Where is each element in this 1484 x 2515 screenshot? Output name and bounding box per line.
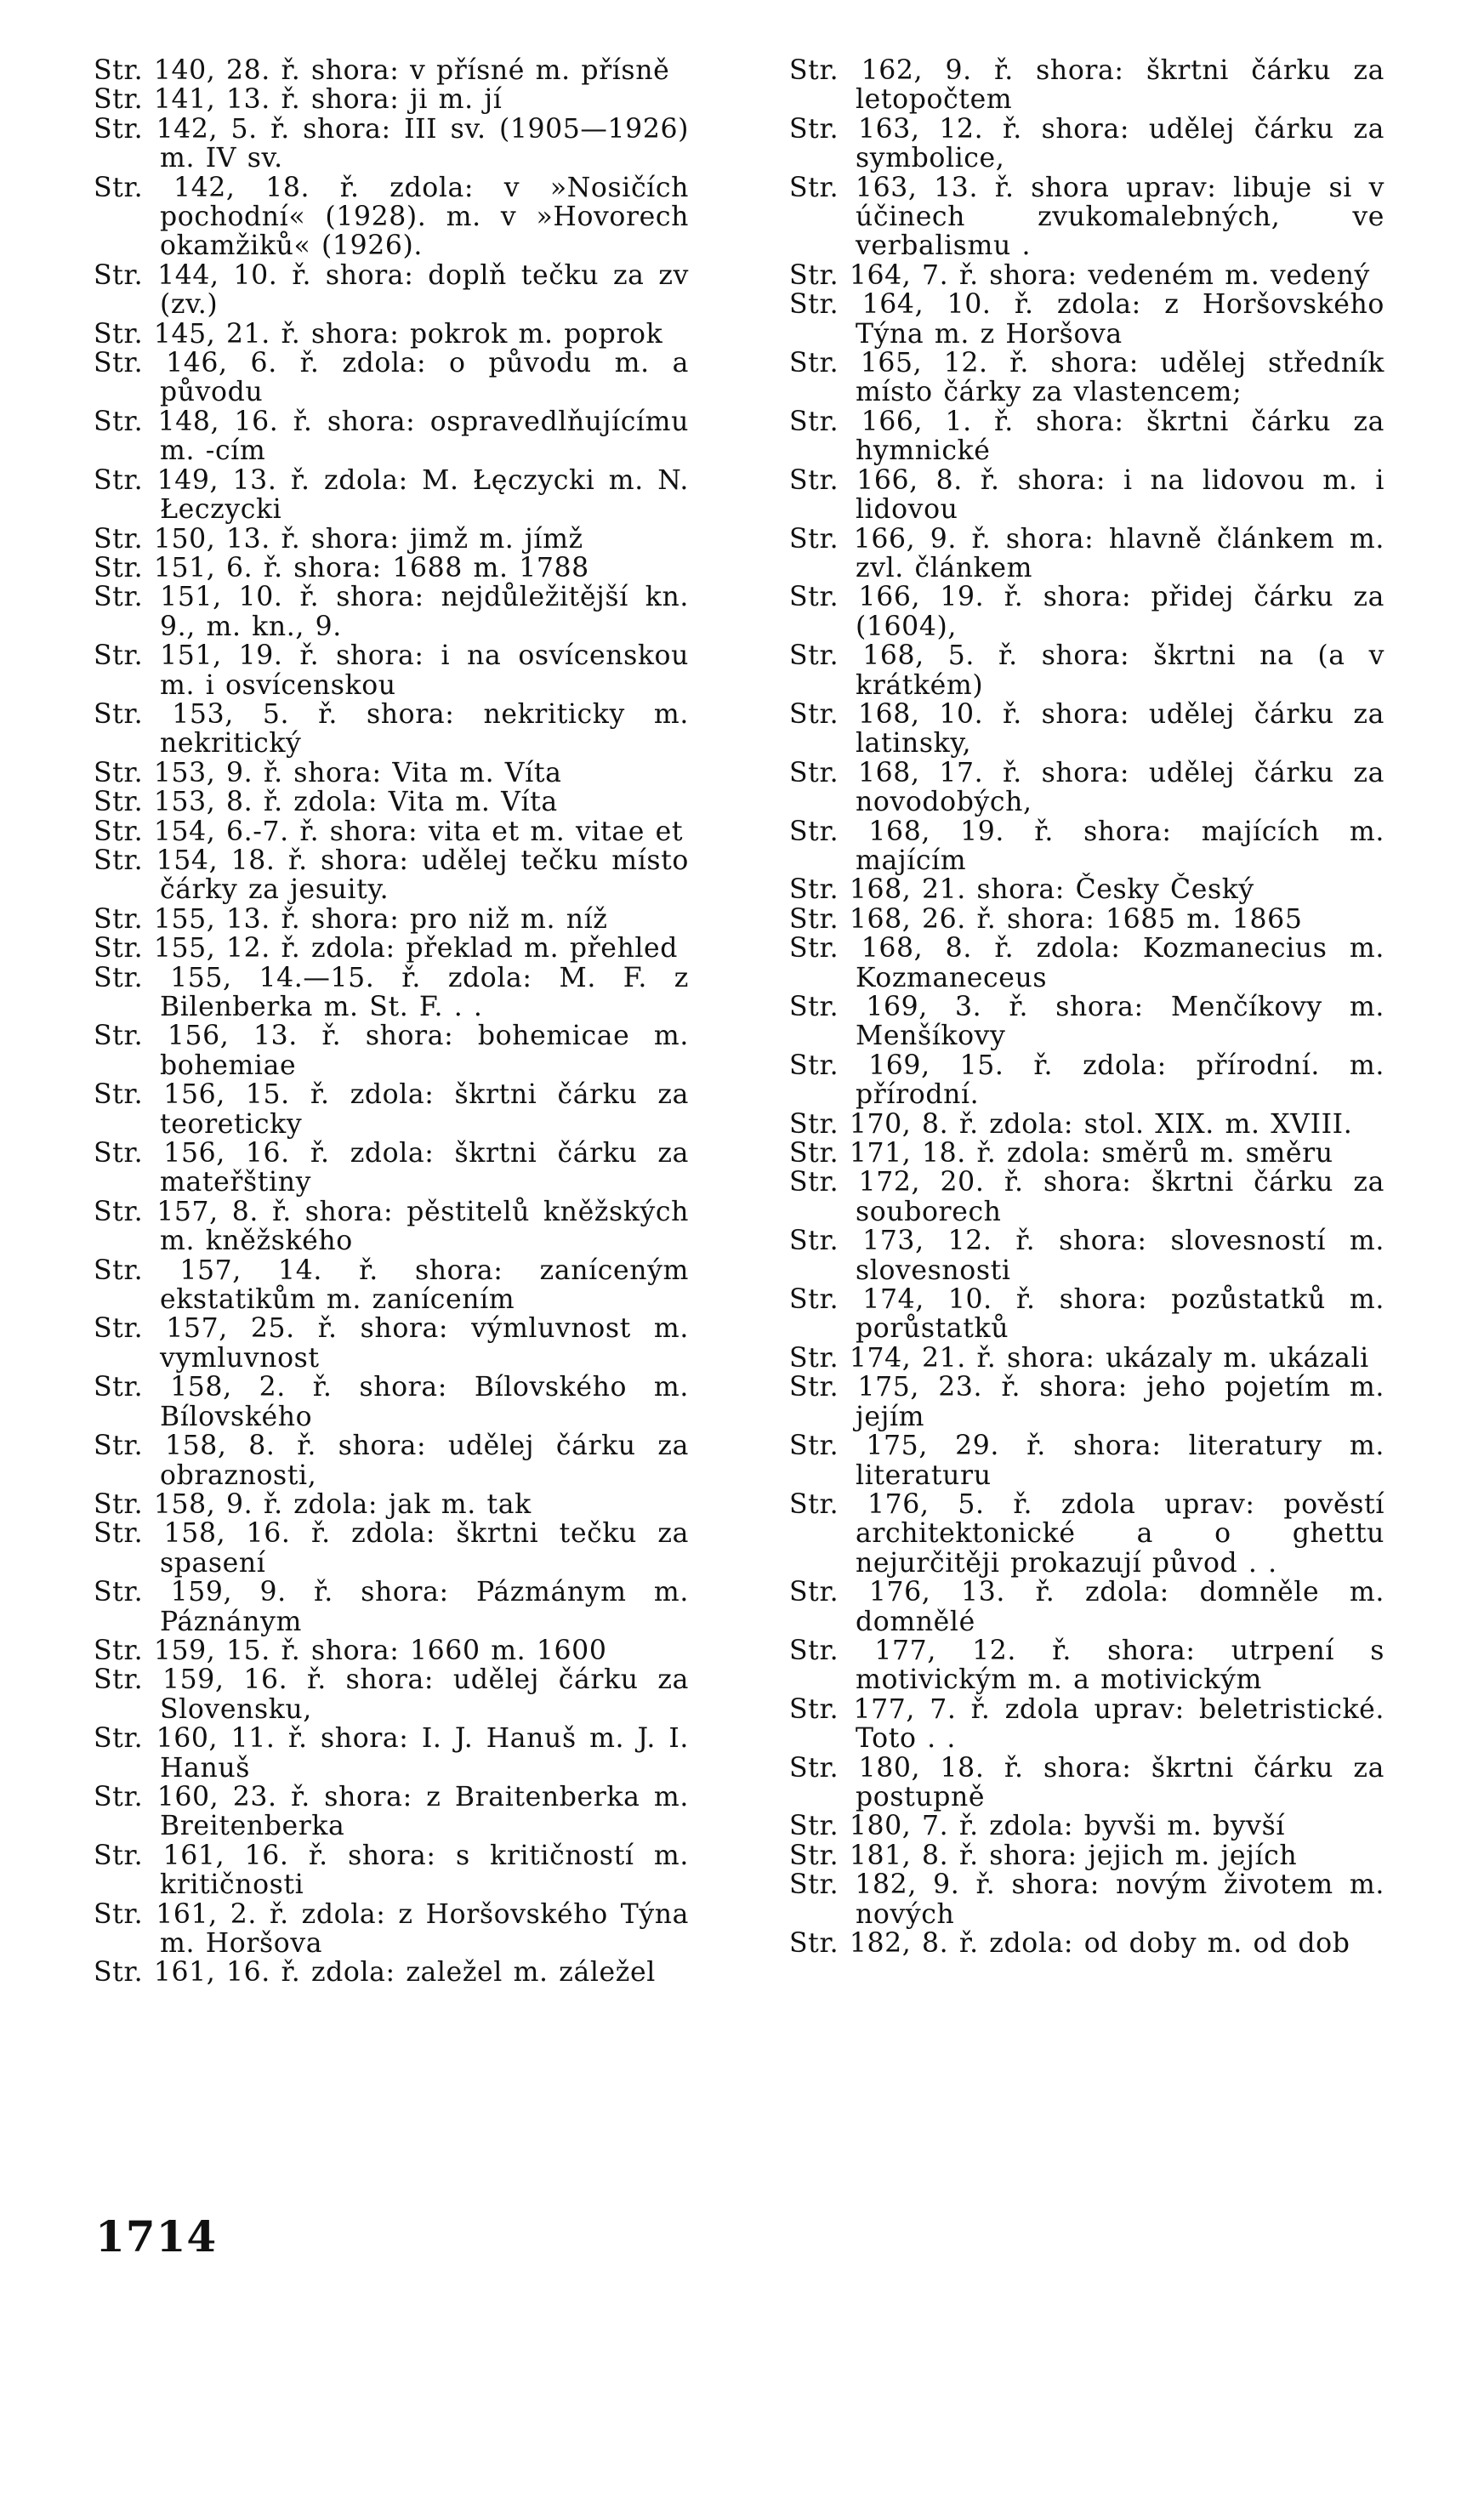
errata-entry: Str. 154, 18. ř. shora: udělej tečku místo čárky za jesuity. xyxy=(94,845,689,906)
errata-entry: Str. 159, 9. ř. shora: Pázmánym m. Páznánym xyxy=(94,1577,689,1637)
errata-entry: Str. 175, 29. ř. shora: literatury m. literaturu xyxy=(789,1431,1384,1491)
errata-entry: Str. 174, 10. ř. shora: pozůstatků m. porůstatků xyxy=(789,1284,1384,1345)
errata-entry: Str. 153, 5. ř. shora: nekriticky m. nekritický xyxy=(94,698,689,760)
errata-entry: Str. 166, 8. ř. shora: i na lidovou m. i lidovou xyxy=(789,464,1384,526)
errata-entry: Str. 144, 10. ř. shora: doplň tečku za zv (zv.) xyxy=(94,259,689,321)
errata-entry: Str. 176, 5. ř. zdola uprav: pověstí architektonické a o ghettu nejurčitěji prokazují původ . . xyxy=(789,1488,1384,1579)
errata-entry: Str. 166, 1. ř. shora: škrtni čárku za hymnické xyxy=(789,406,1384,467)
errata-entry: Str. 180, 7. ř. zdola: byvši m. byvší xyxy=(789,1811,1286,1842)
errata-entry: Str. 168, 26. ř. shora: 1685 m. 1865 xyxy=(789,903,1303,935)
errata-entry: Str. 182, 8. ř. zdola: od doby m. od dob xyxy=(789,1928,1350,1959)
errata-entry: Str. 142, 5. ř. shora: III sv. (1905—1926) m. IV sv. xyxy=(94,113,689,174)
errata-entry: Str. 149, 13. ř. zdola: M. Łęczycki m. N. Łeczycki xyxy=(94,464,689,526)
errata-entry: Str. 176, 13. ř. zdola: domněle m. domnělé xyxy=(789,1577,1384,1637)
errata-entry: Str. 173, 12. ř. shora: slovesností m. slovesnosti xyxy=(789,1226,1384,1286)
errata-entry: Str. 159, 15. ř. shora: 1660 m. 1600 xyxy=(94,1635,607,1666)
errata-entry: Str. 168, 5. ř. shora: škrtni na (a v krátkém) xyxy=(789,640,1384,701)
errata-entry: Str. 161, 16. ř. zdola: zaležel m. záležel xyxy=(94,1957,656,1989)
errata-entry: Str. 166, 9. ř. shora: hlavně článkem m. zvl. článkem xyxy=(789,523,1384,583)
errata-entry: Str. 160, 23. ř. shora: z Braitenberka m. Breitenberka xyxy=(94,1781,689,1842)
errata-entry: Str. 172, 20. ř. shora: škrtni čárku za souborech xyxy=(789,1167,1384,1227)
errata-entry: Str. 161, 16. ř. shora: s kritičností m. kritičnosti xyxy=(94,1840,689,1901)
errata-entry: Str. 174, 21. ř. shora: ukázaly m. ukázali xyxy=(789,1342,1369,1374)
errata-entry: Str. 181, 8. ř. shora: jejich m. jejích xyxy=(789,1840,1298,1871)
errata-entry: Str. 158, 2. ř. shora: Bílovského m. Bílovského xyxy=(94,1372,689,1432)
errata-entry: Str. 182, 9. ř. shora: novým životem m. nových xyxy=(789,1869,1384,1930)
errata-entry: Str. 157, 25. ř. shora: výmluvnost m. vymluvnost xyxy=(94,1313,689,1374)
errata-entry: Str. 177, 7. ř. zdola uprav: beletristické. Toto . . xyxy=(789,1693,1384,1755)
errata-entry: Str. 171, 18. ř. zdola: směrů m. směru xyxy=(789,1138,1333,1169)
errata-entry: Str. 168, 8. ř. zdola: Kozmanecius m. Kozmaneceus xyxy=(789,933,1384,993)
errata-left-column xyxy=(94,56,689,1988)
errata-entry: Str. 164, 10. ř. zdola: z Horšovského Týna m. z Horšova xyxy=(789,289,1384,350)
errata-entry: Str. 153, 9. ř. shora: Vita m. Víta xyxy=(94,757,562,788)
errata-entry: Str. 168, 10. ř. shora: udělej čárku za latinsky, xyxy=(789,698,1384,760)
errata-entry: Str. 160, 11. ř. shora: I. J. Hanuš m. J. I. Hanuš xyxy=(94,1723,689,1784)
errata-entry: Str. 155, 12. ř. zdola: překlad m. přehled xyxy=(94,933,679,964)
errata-entry: Str. 165, 12. ř. shora: udělej středník místo čárky za vlastencem; xyxy=(789,348,1384,408)
errata-entry: Str. 168, 21. shora: Česky Český xyxy=(789,874,1254,906)
errata-entry: Str. 166, 19. ř. shora: přidej čárku za (1604), xyxy=(789,582,1384,642)
errata-entry: Str. 163, 13. ř. shora uprav: libuje si v účinech zvukomalebných, ve verbalismu . xyxy=(789,172,1384,262)
errata-entry: Str. 151, 10. ř. shora: nejdůležitější kn. 9., m. kn., 9. xyxy=(94,582,689,642)
errata-entry: Str. 170, 8. ř. zdola: stol. XIX. m. XVIII. xyxy=(789,1108,1353,1140)
errata-entry: Str. 168, 19. ř. shora: majících m. majícím xyxy=(789,816,1384,876)
errata-entry: Str. 142, 18. ř. zdola: v »Nosičích pochodní« (1928). m. v »Hovorech okamžiků« (1926). xyxy=(94,172,689,262)
errata-entry: Str. 158, 8. ř. shora: udělej čárku za obraznosti, xyxy=(94,1431,689,1491)
errata-entry: Str. 159, 16. ř. shora: udělej čárku za Slovensku, xyxy=(94,1664,689,1725)
errata-entry: Str. 156, 16. ř. zdola: škrtni čárku za mateřštiny xyxy=(94,1138,689,1198)
errata-entry: Str. 155, 14.—15. ř. zdola: M. F. z Bilenberka m. St. F. . . xyxy=(94,962,689,1022)
errata-entry: Str. 154, 6.-7. ř. shora: vita et m. vitae et xyxy=(94,816,684,847)
errata-entry: Str. 156, 13. ř. shora: bohemicae m. bohemiae xyxy=(94,1021,689,1081)
errata-entry: Str. 162, 9. ř. shora: škrtni čárku za letopočtem xyxy=(789,55,1384,116)
errata-entry: Str. 145, 21. ř. shora: pokrok m. poprok xyxy=(94,318,663,350)
errata-entry: Str. 155, 13. ř. shora: pro niž m. níž xyxy=(94,903,608,935)
errata-entry: Str. 177, 12. ř. shora: utrpení s motivickým m. a motivickým xyxy=(789,1635,1384,1696)
errata-entry: Str. 148, 16. ř. shora: ospravedlňujícímu m. -cím xyxy=(94,406,689,467)
errata-entry: Str. 163, 12. ř. shora: udělej čárku za symbolice, xyxy=(789,113,1384,174)
errata-entry: Str. 168, 17. ř. shora: udělej čárku za novodobých, xyxy=(789,757,1384,818)
errata-entry: Str. 151, 19. ř. shora: i na osvícenskou m. i osvícenskou xyxy=(94,640,689,701)
errata-entry: Str. 151, 6. ř. shora: 1688 m. 1788 xyxy=(94,552,589,583)
errata-entry: Str. 169, 15. ř. zdola: přírodní. m. přírodní. xyxy=(789,1050,1384,1111)
errata-entry: Str. 141, 13. ř. shora: ji m. jí xyxy=(94,84,503,116)
errata-entry: Str. 157, 14. ř. shora: zaníceným ekstatikům m. zanícením xyxy=(94,1255,689,1316)
errata-entry: Str. 161, 2. ř. zdola: z Horšovského Týna m. Horšova xyxy=(94,1898,689,1959)
errata-entry: Str. 169, 3. ř. shora: Menčíkovy m. Menšíkovy xyxy=(789,992,1384,1052)
errata-entry: Str. 157, 8. ř. shora: pěstitelů kněžských m. kněžského xyxy=(94,1196,689,1257)
page-number: 1714 xyxy=(95,2211,218,2262)
errata-entry: Str. 156, 15. ř. zdola: škrtni čárku za teoreticky xyxy=(94,1079,689,1140)
errata-entry: Str. 180, 18. ř. shora: škrtni čárku za postupně xyxy=(789,1752,1384,1812)
errata-entry: Str. 158, 16. ř. zdola: škrtni tečku za spasení xyxy=(94,1518,689,1579)
errata-right-column xyxy=(789,56,1384,1958)
errata-entry: Str. 158, 9. ř. zdola: jak m. tak xyxy=(94,1488,532,1520)
errata-entry: Str. 175, 23. ř. shora: jeho pojetím m. jejím xyxy=(789,1372,1384,1432)
errata-entry: Str. 146, 6. ř. zdola: o původu m. a původu xyxy=(94,348,689,408)
errata-entry: Str. 140, 28. ř. shora: v přísné m. přísně xyxy=(94,55,670,86)
errata-entry: Str. 153, 8. ř. zdola: Vita m. Víta xyxy=(94,787,558,818)
errata-entry: Str. 164, 7. ř. shora: vedeném m. vedený xyxy=(789,259,1370,291)
errata-entry: Str. 150, 13. ř. shora: jimž m. jímž xyxy=(94,523,583,555)
